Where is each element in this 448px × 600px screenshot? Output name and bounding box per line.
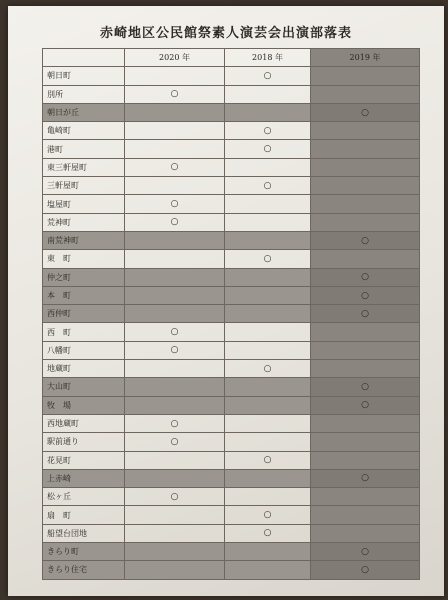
mark-2018-cell: ○ bbox=[225, 451, 311, 469]
mark-2020-cell: ○ bbox=[125, 158, 225, 176]
mark-2020-cell bbox=[125, 561, 225, 579]
mark-2018-cell bbox=[225, 195, 311, 213]
district-name-cell: 塩屋町 bbox=[43, 195, 125, 213]
table-header-row bbox=[43, 49, 420, 67]
district-name-cell: 上赤崎 bbox=[43, 469, 125, 487]
mark-2019-cell bbox=[311, 323, 420, 341]
mark-2020-cell: ○ bbox=[125, 341, 225, 359]
district-name-cell: 別所 bbox=[43, 85, 125, 103]
mark-2019-cell bbox=[311, 250, 420, 268]
table-row bbox=[43, 195, 420, 213]
mark-2018-cell: ○ bbox=[225, 122, 311, 140]
mark-2018-cell bbox=[225, 561, 311, 579]
mark-2018-cell: ○ bbox=[225, 506, 311, 524]
district-name-cell: 朝日が丘 bbox=[43, 103, 125, 121]
table-row bbox=[43, 177, 420, 195]
mark-2019-cell: ○ bbox=[311, 378, 420, 396]
district-name-cell: 地蔵町 bbox=[43, 360, 125, 378]
mark-2020-cell bbox=[125, 378, 225, 396]
table-row bbox=[43, 378, 420, 396]
mark-2019-cell: ○ bbox=[311, 561, 420, 579]
mark-2020-cell bbox=[125, 103, 225, 121]
mark-2019-cell bbox=[311, 451, 420, 469]
mark-2018-cell bbox=[225, 158, 311, 176]
mark-2020-cell: ○ bbox=[125, 323, 225, 341]
mark-2020-cell: ○ bbox=[125, 414, 225, 432]
table-row bbox=[43, 85, 420, 103]
table-row bbox=[43, 67, 420, 85]
table-row bbox=[43, 158, 420, 176]
document-page bbox=[8, 6, 444, 596]
mark-2018-cell bbox=[225, 85, 311, 103]
mark-2020-cell bbox=[125, 250, 225, 268]
mark-2019-cell bbox=[311, 341, 420, 359]
table-row bbox=[43, 305, 420, 323]
header-2019: 2019 年 bbox=[311, 49, 420, 67]
district-name-cell: 牧 場 bbox=[43, 396, 125, 414]
mark-2020-cell bbox=[125, 268, 225, 286]
mark-2019-cell bbox=[311, 360, 420, 378]
district-name-cell: きらり住宅 bbox=[43, 561, 125, 579]
mark-2019-cell: ○ bbox=[311, 103, 420, 121]
district-name-cell: 仲之町 bbox=[43, 268, 125, 286]
district-name-cell: 荒神町 bbox=[43, 213, 125, 231]
mark-2020-cell bbox=[125, 231, 225, 249]
table-row bbox=[43, 524, 420, 542]
table-row bbox=[43, 213, 420, 231]
mark-2019-cell: ○ bbox=[311, 543, 420, 561]
district-name-cell: 港町 bbox=[43, 140, 125, 158]
mark-2019-cell bbox=[311, 140, 420, 158]
district-name-cell: 花見町 bbox=[43, 451, 125, 469]
mark-2020-cell bbox=[125, 140, 225, 158]
mark-2020-cell: ○ bbox=[125, 85, 225, 103]
table-row bbox=[43, 103, 420, 121]
mark-2018-cell bbox=[225, 433, 311, 451]
table-body bbox=[43, 67, 420, 579]
mark-2018-cell bbox=[225, 103, 311, 121]
table-row bbox=[43, 231, 420, 249]
mark-2020-cell bbox=[125, 524, 225, 542]
table-row bbox=[43, 360, 420, 378]
table-row bbox=[43, 268, 420, 286]
header-2020: 2020 年 bbox=[125, 49, 225, 67]
mark-2020-cell: ○ bbox=[125, 213, 225, 231]
mark-2019-cell bbox=[311, 414, 420, 432]
mark-2019-cell: ○ bbox=[311, 305, 420, 323]
mark-2020-cell: ○ bbox=[125, 195, 225, 213]
mark-2018-cell bbox=[225, 213, 311, 231]
mark-2018-cell bbox=[225, 286, 311, 304]
mark-2018-cell bbox=[225, 305, 311, 323]
mark-2019-cell bbox=[311, 158, 420, 176]
mark-2018-cell bbox=[225, 341, 311, 359]
header-district bbox=[43, 49, 125, 67]
mark-2018-cell bbox=[225, 469, 311, 487]
mark-2018-cell bbox=[225, 488, 311, 506]
mark-2018-cell bbox=[225, 543, 311, 561]
table-row bbox=[43, 396, 420, 414]
mark-2018-cell: ○ bbox=[225, 524, 311, 542]
district-name-cell: 本 町 bbox=[43, 286, 125, 304]
mark-2018-cell: ○ bbox=[225, 67, 311, 85]
mark-2019-cell bbox=[311, 433, 420, 451]
district-name-cell: 大山町 bbox=[43, 378, 125, 396]
mark-2018-cell bbox=[225, 231, 311, 249]
district-name-cell: 駅前通り bbox=[43, 433, 125, 451]
mark-2019-cell bbox=[311, 85, 420, 103]
mark-2020-cell bbox=[125, 305, 225, 323]
table-row bbox=[43, 543, 420, 561]
mark-2019-cell: ○ bbox=[311, 286, 420, 304]
district-name-cell: 西地蔵町 bbox=[43, 414, 125, 432]
table-row bbox=[43, 341, 420, 359]
district-name-cell: 三軒屋町 bbox=[43, 177, 125, 195]
district-name-cell: 東三軒屋町 bbox=[43, 158, 125, 176]
mark-2020-cell bbox=[125, 286, 225, 304]
table-row bbox=[43, 433, 420, 451]
table-row bbox=[43, 122, 420, 140]
mark-2020-cell: ○ bbox=[125, 488, 225, 506]
mark-2020-cell bbox=[125, 396, 225, 414]
district-name-cell: 西 町 bbox=[43, 323, 125, 341]
table-row bbox=[43, 506, 420, 524]
mark-2019-cell bbox=[311, 213, 420, 231]
mark-2019-cell bbox=[311, 195, 420, 213]
mark-2019-cell bbox=[311, 506, 420, 524]
mark-2019-cell bbox=[311, 488, 420, 506]
mark-2018-cell bbox=[225, 378, 311, 396]
mark-2020-cell: ○ bbox=[125, 433, 225, 451]
district-name-cell: 八幡町 bbox=[43, 341, 125, 359]
table-row bbox=[43, 469, 420, 487]
performance-table bbox=[42, 48, 420, 580]
mark-2019-cell: ○ bbox=[311, 268, 420, 286]
mark-2020-cell bbox=[125, 543, 225, 561]
table-row bbox=[43, 286, 420, 304]
district-name-cell: 扇 町 bbox=[43, 506, 125, 524]
district-name-cell: 亀崎町 bbox=[43, 122, 125, 140]
mark-2018-cell bbox=[225, 414, 311, 432]
mark-2020-cell bbox=[125, 67, 225, 85]
table-row bbox=[43, 323, 420, 341]
mark-2018-cell bbox=[225, 323, 311, 341]
mark-2018-cell bbox=[225, 396, 311, 414]
table-row bbox=[43, 451, 420, 469]
mark-2020-cell bbox=[125, 177, 225, 195]
table-row bbox=[43, 414, 420, 432]
mark-2019-cell: ○ bbox=[311, 469, 420, 487]
district-name-cell: 朝日町 bbox=[43, 67, 125, 85]
district-name-cell: 南荒神町 bbox=[43, 231, 125, 249]
mark-2020-cell bbox=[125, 506, 225, 524]
mark-2019-cell: ○ bbox=[311, 231, 420, 249]
mark-2020-cell bbox=[125, 469, 225, 487]
district-name-cell: 東 町 bbox=[43, 250, 125, 268]
mark-2018-cell bbox=[225, 268, 311, 286]
table-row bbox=[43, 488, 420, 506]
mark-2018-cell: ○ bbox=[225, 177, 311, 195]
mark-2019-cell bbox=[311, 67, 420, 85]
mark-2019-cell: ○ bbox=[311, 396, 420, 414]
table-row bbox=[43, 561, 420, 579]
mark-2018-cell: ○ bbox=[225, 250, 311, 268]
mark-2020-cell bbox=[125, 122, 225, 140]
mark-2019-cell bbox=[311, 177, 420, 195]
document-title: 赤崎地区公民館祭素人演芸会出演部落表 bbox=[99, 26, 352, 41]
mark-2018-cell: ○ bbox=[225, 140, 311, 158]
header-2018: 2018 年 bbox=[225, 49, 311, 67]
district-name-cell: きらり町 bbox=[43, 543, 125, 561]
district-name-cell: 西仲町 bbox=[43, 305, 125, 323]
table-row bbox=[43, 250, 420, 268]
district-name-cell: 船望台団地 bbox=[43, 524, 125, 542]
mark-2019-cell bbox=[311, 524, 420, 542]
table-row bbox=[43, 140, 420, 158]
mark-2019-cell bbox=[311, 122, 420, 140]
mark-2018-cell: ○ bbox=[225, 360, 311, 378]
district-name-cell: 松ヶ丘 bbox=[43, 488, 125, 506]
mark-2020-cell bbox=[125, 360, 225, 378]
mark-2020-cell bbox=[125, 451, 225, 469]
